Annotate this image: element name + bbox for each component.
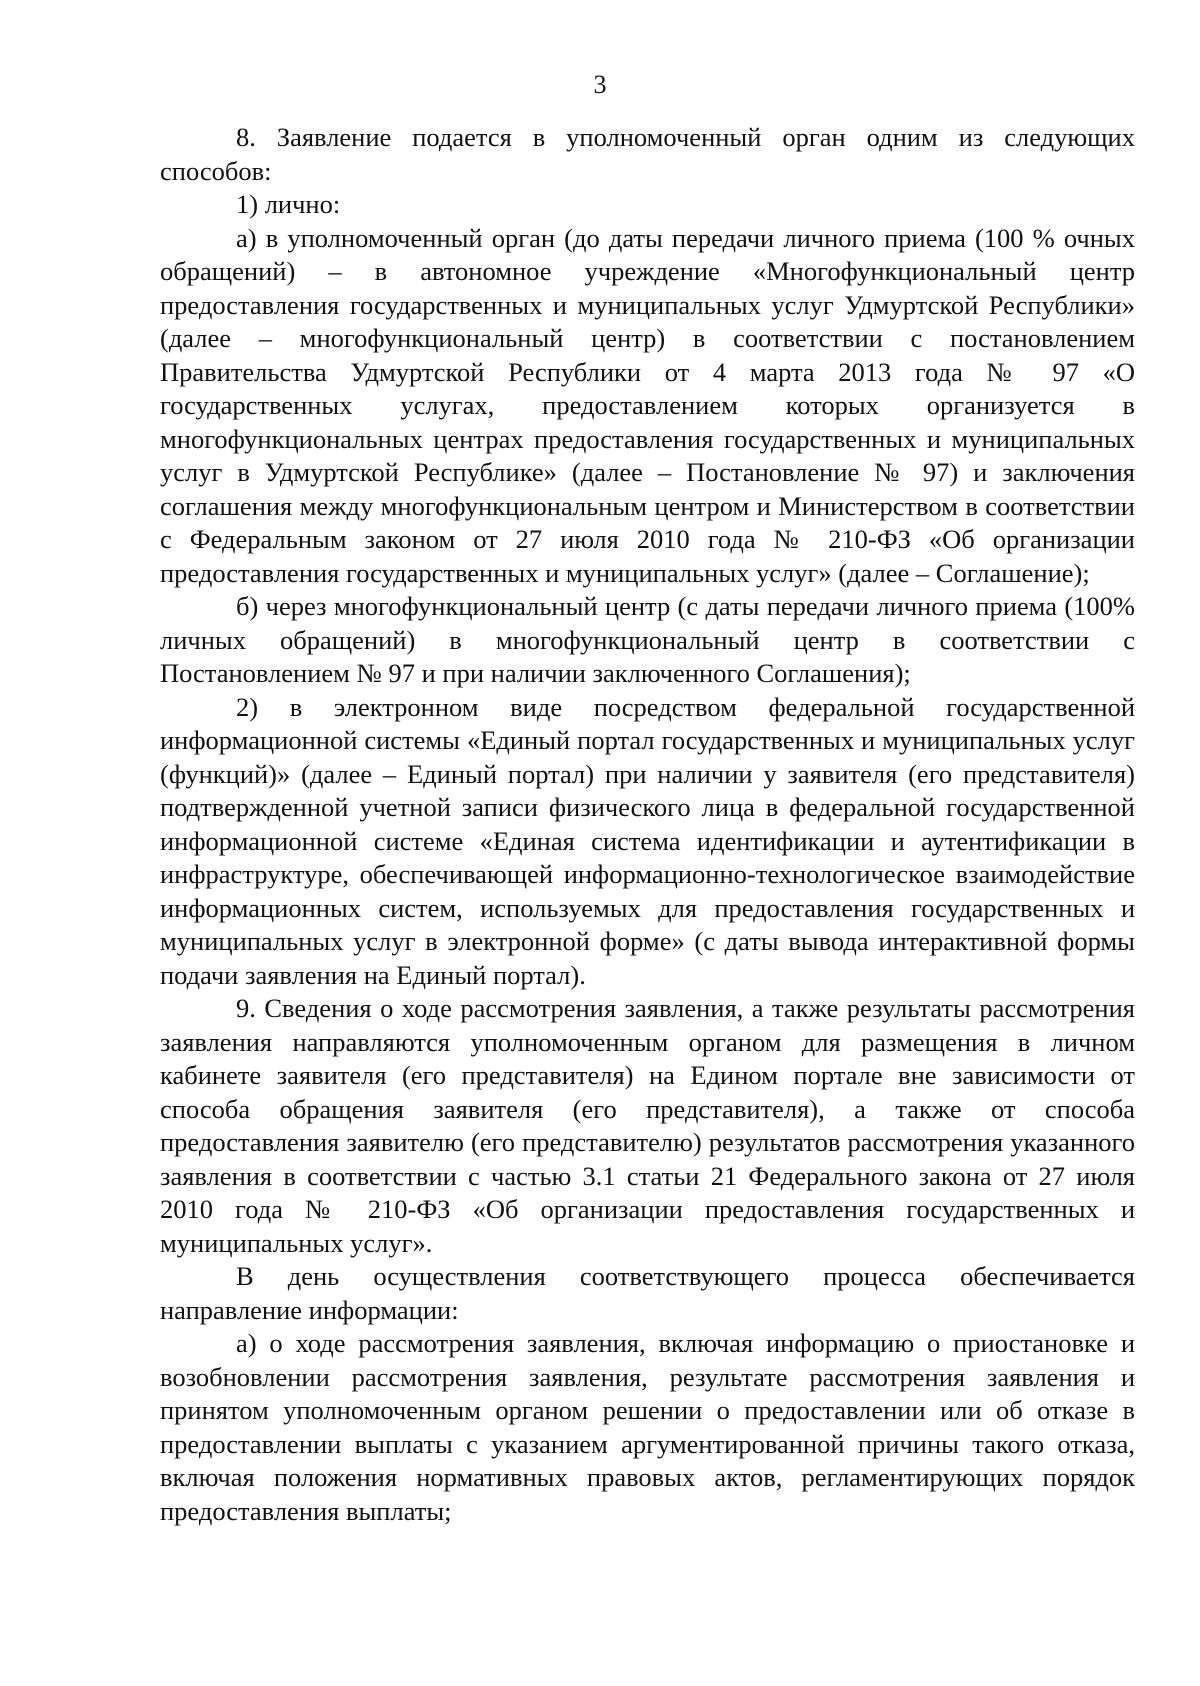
- paragraph-8-intro: 8. Заявление подается в уполномоченный орган одним из следующих способов:: [160, 122, 1135, 186]
- paragraph-a-authorized-body: а) в уполномоченный орган (до даты передачи личного приема (100 % очных обращений) – в автономное учреждение «Многофункциональный центр предоставления государственных и муниципальных услуг Удмуртской Республики» (далее – многофункциональный центр) в соответствии с постановлением Правительства Удмуртской Республики от 4 марта 2013 года № 97 «О государственных услугах, предоставлением которых организуется в многофункциональных центрах предоставления государственных и муниципальных услуг в Удмуртской Республике» (далее – Постановление № 97) и заключения соглашения между многофункциональным центром и Министерством в соответствии с Федеральным законом от 27 июля 2010 года № 210-ФЗ «Об организации предоставления государственных и муниципальных услуг» (далее – Соглашение);: [160, 222, 1135, 588]
- paragraph-2-electronic: 2) в электронном виде посредством федеральной государственной информационной системы «Единый портал государственных и муниципальных услуг (функций)» (далее – Единый портал) при наличии у заявителя (его представителя) подтвержденной учетной записи физического лица в федеральной государственной информационной системе «Единая система идентификации и аутентификации в инфраструктуре, обеспечивающей информационно-технологическое взаимодействие информационных систем, используемых для предоставления государственных и муниципальных услуг в электронной форме» (с даты вывода интерактивной формы подачи заявления на Единый портал).: [160, 691, 1135, 990]
- paragraph-same-day-notice: В день осуществления соответствующего процесса обеспечивается направление информации:: [160, 1261, 1135, 1325]
- paragraph-9-status-info: 9. Сведения о ходе рассмотрения заявления, а также результаты рассмотрения заявления направляются уполномоченным органом для размещения в личном кабинете заявителя (его представителя) на Едином портале вне зависимости от способа обращения заявителя (его представителя), а также от способа предоставления заявителю (его представителю) результатов рассмотрения указанного заявления в соответствии с частью 3.1 статьи 21 Федерального закона от 27 июля 2010 года № 210-ФЗ «Об организации предоставления государственных и муниципальных услуг».: [160, 993, 1135, 1258]
- paragraph-a-review-progress: а) о ходе рассмотрения заявления, включая информацию о приостановке и возобновлении рассмотрения заявления, результате рассмотрения заявления и принятом уполномоченным органом решении о предоставлении или об отказе в предоставлении выплаты с указанием аргументированной причины такого отказа, включая положения нормативных правовых актов, регламентирующих порядок предоставления выплаты;: [160, 1328, 1135, 1526]
- page-number: 3: [593, 70, 607, 99]
- paragraph-in-person: 1) лично:: [236, 189, 341, 219]
- paragraph-b-mfc: б) через многофункциональный центр (с даты передачи личного приема (100% личных обращений) в многофункциональный центр в соответствии с Постановлением № 97 и при наличии заключенного Соглашения);: [160, 591, 1135, 688]
- document-body: [160, 121, 1135, 1528]
